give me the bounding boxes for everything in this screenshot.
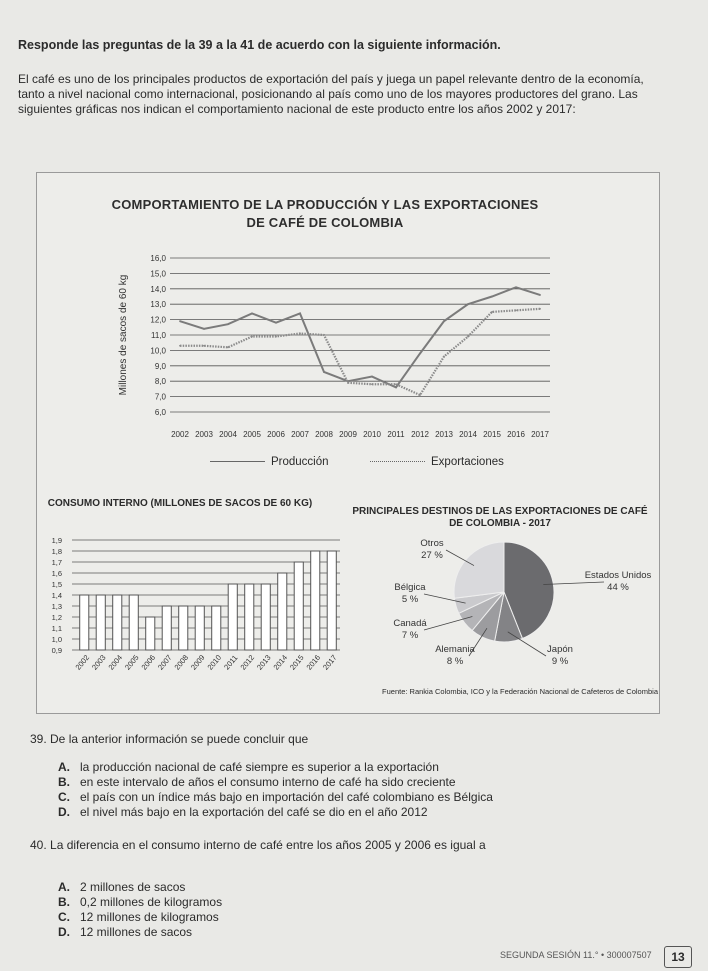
line-chart-title: COMPORTAMIENTO DE LA PRODUCCIÓN Y LAS EXPORTACIONES DE CAFÉ DE COLOMBIA bbox=[111, 197, 539, 230]
consumption-bar bbox=[113, 595, 122, 650]
y-tick-label: 14,0 bbox=[150, 284, 166, 294]
x-tick-label: 2004 bbox=[219, 430, 237, 439]
consumption-bar bbox=[195, 606, 204, 650]
x-tick-label: 2016 bbox=[507, 430, 525, 439]
q39-option-a[interactable]: A. la producción nacional de café siempre es superior a la exportación bbox=[58, 760, 439, 774]
session-footer: SEGUNDA SESIÓN 11.° • 300007507 bbox=[500, 950, 652, 960]
x-tick-label: 2007 bbox=[156, 653, 174, 672]
q40-option-c[interactable]: C. 12 millones de kilogramos bbox=[58, 910, 219, 924]
pie-value-label: 8 % bbox=[446, 656, 464, 667]
source-note: Fuente: Rankia Colombia, ICO y la Federación Nacional de Cafeteros de Colombia bbox=[382, 687, 658, 696]
q39-option-c[interactable]: C. el país con un índice más bajo en importación del café colombiano es Bélgica bbox=[58, 790, 493, 804]
y-tick-label: 7,0 bbox=[154, 392, 166, 402]
y-tick-label: 1,1 bbox=[51, 624, 62, 633]
x-tick-label: 2008 bbox=[172, 653, 191, 672]
x-tick-label: 2012 bbox=[411, 430, 429, 439]
exports-point bbox=[347, 382, 349, 384]
y-tick-label: 1,3 bbox=[51, 602, 62, 611]
y-tick-label: 9,0 bbox=[154, 361, 166, 371]
x-tick-label: 2002 bbox=[73, 653, 92, 672]
x-tick-label: 2013 bbox=[435, 430, 453, 439]
production-series-line bbox=[180, 287, 540, 387]
y-tick-label: 1,5 bbox=[51, 580, 62, 589]
x-tick-label: 2010 bbox=[205, 653, 224, 672]
x-tick-label: 2006 bbox=[267, 430, 285, 439]
pie-label: Japón bbox=[547, 644, 573, 655]
x-tick-label: 2004 bbox=[106, 653, 125, 672]
x-tick-label: 2014 bbox=[459, 430, 477, 439]
q39-option-b[interactable]: B. en este intervalo de años el consumo interno de café ha sido creciente bbox=[58, 775, 456, 789]
exports-point bbox=[179, 345, 181, 347]
pie-value-label: 44 % bbox=[607, 582, 629, 593]
x-tick-label: 2015 bbox=[288, 653, 306, 672]
question-40: 40. La diferencia en el consumo interno de café entre los años 2005 y 2006 es igual a bbox=[30, 838, 486, 852]
pie-slice bbox=[454, 542, 504, 598]
x-tick-label: 2006 bbox=[139, 653, 158, 672]
production-point bbox=[467, 303, 469, 305]
exports-point bbox=[227, 346, 229, 348]
consumption-bar bbox=[311, 551, 320, 650]
y-tick-label: 15,0 bbox=[150, 269, 166, 279]
exports-point bbox=[443, 356, 445, 358]
production-point bbox=[203, 328, 205, 330]
x-tick-label: 2013 bbox=[255, 653, 273, 672]
x-tick-label: 2012 bbox=[238, 653, 257, 672]
legend-production-label: Producción bbox=[271, 456, 329, 468]
x-tick-label: 2003 bbox=[195, 430, 213, 439]
consumption-bar bbox=[179, 606, 188, 650]
x-tick-label: 2010 bbox=[363, 430, 381, 439]
pie-label: Alemania bbox=[435, 644, 475, 655]
y-tick-label: 6,0 bbox=[154, 408, 166, 417]
bar-chart-title: CONSUMO INTERNO (MILLONES DE SACOS DE 60 KG) bbox=[47, 498, 313, 509]
production-point bbox=[275, 322, 277, 324]
y-tick-label: 1,4 bbox=[51, 591, 62, 600]
legend-production bbox=[210, 456, 329, 468]
x-tick-label: 2017 bbox=[321, 653, 339, 672]
pie-value-label: 9 % bbox=[551, 656, 569, 667]
x-tick-label: 2016 bbox=[304, 653, 323, 672]
production-point bbox=[323, 371, 325, 373]
x-tick-label: 2017 bbox=[531, 430, 549, 439]
q40-option-d[interactable]: D. 12 millones de sacos bbox=[58, 925, 193, 939]
bar-chart bbox=[40, 530, 350, 680]
consumption-bar bbox=[129, 595, 138, 650]
x-tick-label: 2014 bbox=[271, 653, 290, 672]
production-point bbox=[227, 323, 229, 325]
question-39: 39. De la anterior información se puede concluir que bbox=[30, 732, 309, 746]
production-point bbox=[371, 376, 373, 378]
exports-point bbox=[299, 333, 301, 335]
y-tick-label: 1,0 bbox=[51, 635, 62, 644]
page-number: 13 bbox=[664, 946, 692, 968]
y-tick-label: 1,8 bbox=[51, 547, 62, 556]
instruction-heading: Responde las preguntas de la 39 a la 41 de acuerdo con la siguiente información. bbox=[18, 38, 501, 52]
exports-point bbox=[203, 345, 205, 347]
pie-label: Canadá bbox=[393, 618, 427, 629]
consumption-bar bbox=[261, 584, 270, 650]
production-point bbox=[515, 286, 517, 288]
q39-option-d[interactable]: D. el nivel más bajo en la exportación del café se dio en el año 2012 bbox=[58, 805, 428, 819]
exports-point bbox=[515, 309, 517, 311]
pie-label: Otros bbox=[420, 538, 444, 549]
y-axis-label: Millones de sacos de 60 kg bbox=[118, 274, 129, 396]
exports-point bbox=[419, 394, 421, 396]
exports-point bbox=[323, 334, 325, 336]
production-point bbox=[251, 313, 253, 315]
x-tick-label: 2005 bbox=[123, 653, 141, 672]
exports-point bbox=[491, 311, 493, 313]
pie-value-label: 7 % bbox=[401, 630, 419, 641]
y-tick-label: 11,0 bbox=[151, 331, 166, 340]
production-point bbox=[179, 320, 181, 322]
y-tick-label: 8,0 bbox=[154, 377, 166, 387]
x-tick-label: 2011 bbox=[387, 430, 405, 439]
x-tick-label: 2008 bbox=[315, 430, 333, 439]
consumption-bar bbox=[327, 551, 336, 650]
consumption-bar bbox=[212, 606, 221, 650]
exports-point bbox=[251, 336, 253, 338]
consumption-bar bbox=[294, 562, 303, 650]
y-tick-label: 16,0 bbox=[150, 254, 166, 263]
y-tick-label: 0,9 bbox=[51, 646, 62, 655]
consumption-bar bbox=[162, 606, 171, 650]
line-chart bbox=[100, 240, 580, 440]
consumption-bar bbox=[228, 584, 237, 650]
consumption-bar bbox=[96, 595, 105, 650]
y-tick-label: 13,0 bbox=[150, 300, 166, 310]
production-point bbox=[395, 386, 397, 388]
exports-point bbox=[395, 383, 397, 385]
q40-option-a[interactable]: A. 2 millones de sacos bbox=[58, 880, 186, 894]
consumption-bar bbox=[146, 617, 155, 650]
y-tick-label: 1,9 bbox=[51, 536, 62, 545]
exports-point bbox=[467, 336, 469, 338]
x-tick-label: 2009 bbox=[339, 430, 357, 439]
production-point bbox=[419, 353, 421, 355]
legend-exports-label: Exportaciones bbox=[431, 456, 504, 468]
pie-value-label: 27 % bbox=[421, 550, 443, 561]
x-tick-label: 2005 bbox=[243, 430, 261, 439]
production-point bbox=[539, 294, 541, 296]
x-tick-label: 2002 bbox=[171, 430, 189, 439]
production-point bbox=[491, 296, 493, 298]
pie-chart bbox=[360, 530, 660, 680]
consumption-bar bbox=[80, 595, 89, 650]
exports-point bbox=[539, 308, 541, 310]
y-tick-label: 1,2 bbox=[51, 613, 62, 622]
y-tick-label: 1,7 bbox=[51, 558, 62, 567]
intro-paragraph: El café es uno de los principales productos de exportación del país y juega un papel relevante dentro de la economía, tanto a nivel nacional como internacional, posicionando al país como uno de los mayores productores del grano. Las siguientes gráficas nos indican el comportamiento nacional de este producto entre los años 2002 y 2017: bbox=[18, 72, 644, 116]
pie-label: Bélgica bbox=[394, 582, 426, 593]
x-tick-label: 2007 bbox=[291, 430, 309, 439]
exports-point bbox=[275, 336, 277, 338]
legend-exports bbox=[370, 456, 504, 468]
x-tick-label: 2015 bbox=[483, 430, 501, 439]
x-tick-label: 2009 bbox=[189, 653, 207, 672]
x-tick-label: 2011 bbox=[222, 653, 240, 672]
production-point bbox=[299, 313, 301, 315]
exports-point bbox=[371, 383, 373, 385]
production-point bbox=[443, 320, 445, 322]
y-tick-label: 12,0 bbox=[150, 315, 166, 325]
pie-chart-title: PRINCIPALES DESTINOS DE LAS EXPORTACIONES DE CAFÉ DE COLOMBIA - 2017 bbox=[352, 506, 648, 529]
y-tick-label: 1,6 bbox=[51, 569, 62, 578]
pie-value-label: 5 % bbox=[401, 594, 419, 605]
y-tick-label: 10,0 bbox=[150, 346, 166, 356]
x-tick-label: 2003 bbox=[90, 653, 108, 672]
consumption-bar bbox=[278, 573, 287, 650]
consumption-bar bbox=[245, 584, 254, 650]
q40-option-b[interactable]: B. 0,2 millones de kilogramos bbox=[58, 895, 223, 909]
pie-label: Estados Unidos bbox=[584, 570, 652, 581]
